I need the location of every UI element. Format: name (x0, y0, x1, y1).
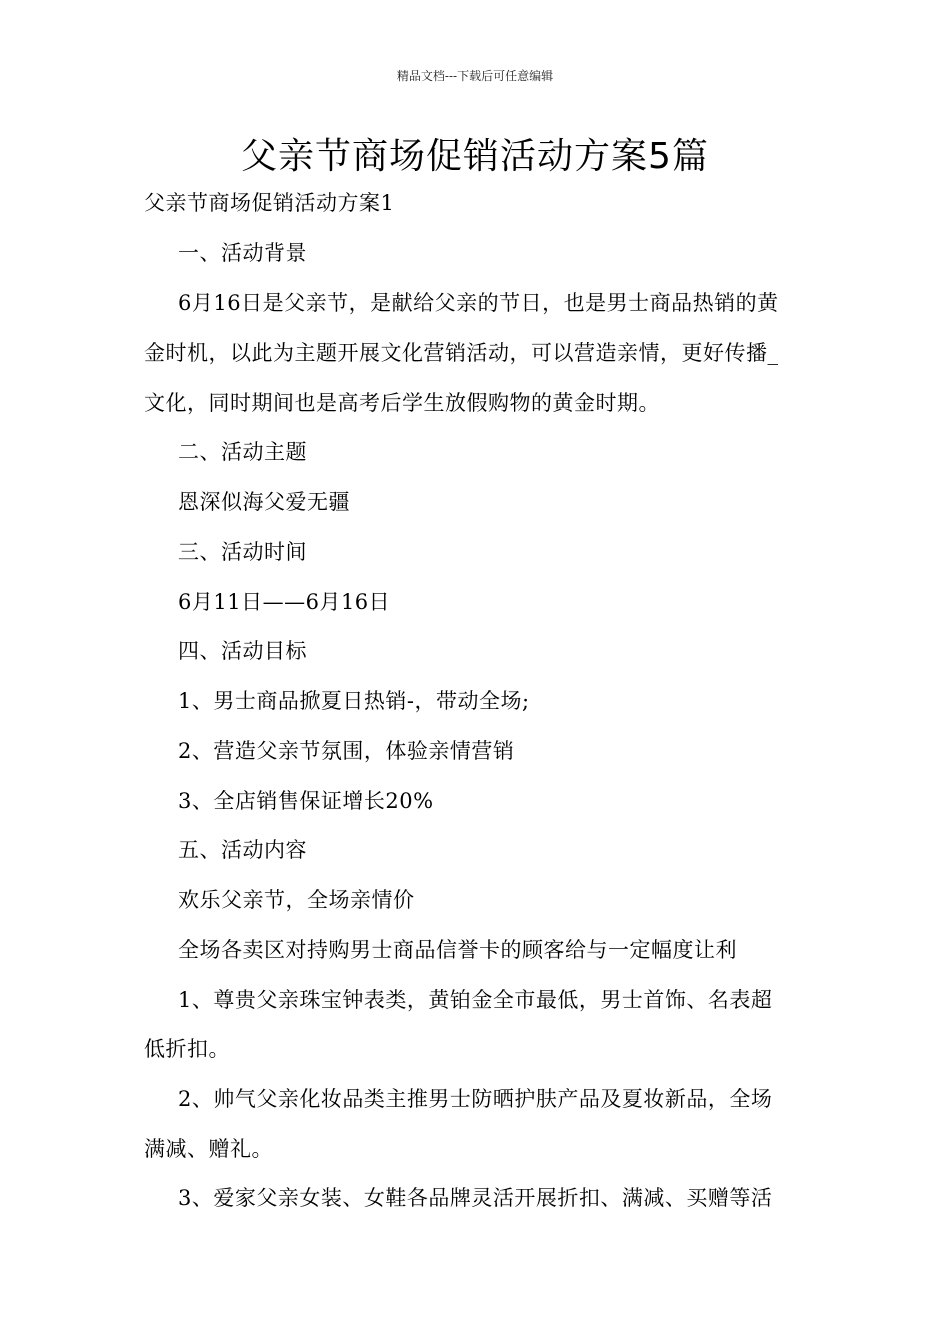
header-note: 精品文档---下载后可任意编辑 (396, 69, 554, 83)
section-heading: 三、活动时间 (178, 540, 307, 564)
list-item: 1、男士商品掀夏日热销-，带动全场; (178, 689, 530, 713)
section-heading: 二、活动主题 (178, 440, 307, 464)
paragraph-line: 低折扣。 (144, 1037, 230, 1061)
paragraph-line: 恩深似海父爱无疆 (178, 490, 350, 514)
paragraph-line: 全场各卖区对持购男士商品信誉卡的顾客给与一定幅度让利 (178, 938, 737, 962)
section-heading: 四、活动目标 (178, 639, 307, 663)
paragraph-line: 文化，同时期间也是高考后学生放假购物的黄金时期。 (144, 391, 660, 415)
list-item: 3、爱家父亲女装、女鞋各品牌灵活开展折扣、满减、买赠等活 (178, 1186, 773, 1210)
paragraph-line: 金时机，以此为主题开展文化营销活动，可以营造亲情，更好传播_ (144, 341, 779, 365)
document-title: 父亲节商场促销活动方案5篇 (241, 136, 709, 177)
subtitle-line: 父亲节商场促销活动方案1 (144, 191, 395, 215)
paragraph-line: 6月16日是父亲节，是献给父亲的节日，也是男士商品热销的黄 (178, 291, 779, 315)
section-heading: 一、活动背景 (178, 241, 307, 265)
list-item: 1、尊贵父亲珠宝钟表类，黄铂金全市最低，男士首饰、名表超 (178, 988, 773, 1012)
paragraph-line: 6月11日——6月16日 (178, 590, 391, 614)
list-item: 3、全店销售保证增长20% (178, 789, 434, 813)
paragraph-line: 满减、赠礼。 (144, 1137, 273, 1161)
list-item: 2、帅气父亲化妆品类主推男士防晒护肤产品及夏妆新品，全场 (178, 1087, 773, 1111)
section-heading: 五、活动内容 (178, 838, 307, 862)
list-item: 2、营造父亲节氛围，体验亲情营销 (178, 739, 515, 763)
paragraph-line: 欢乐父亲节，全场亲情价 (178, 888, 415, 912)
